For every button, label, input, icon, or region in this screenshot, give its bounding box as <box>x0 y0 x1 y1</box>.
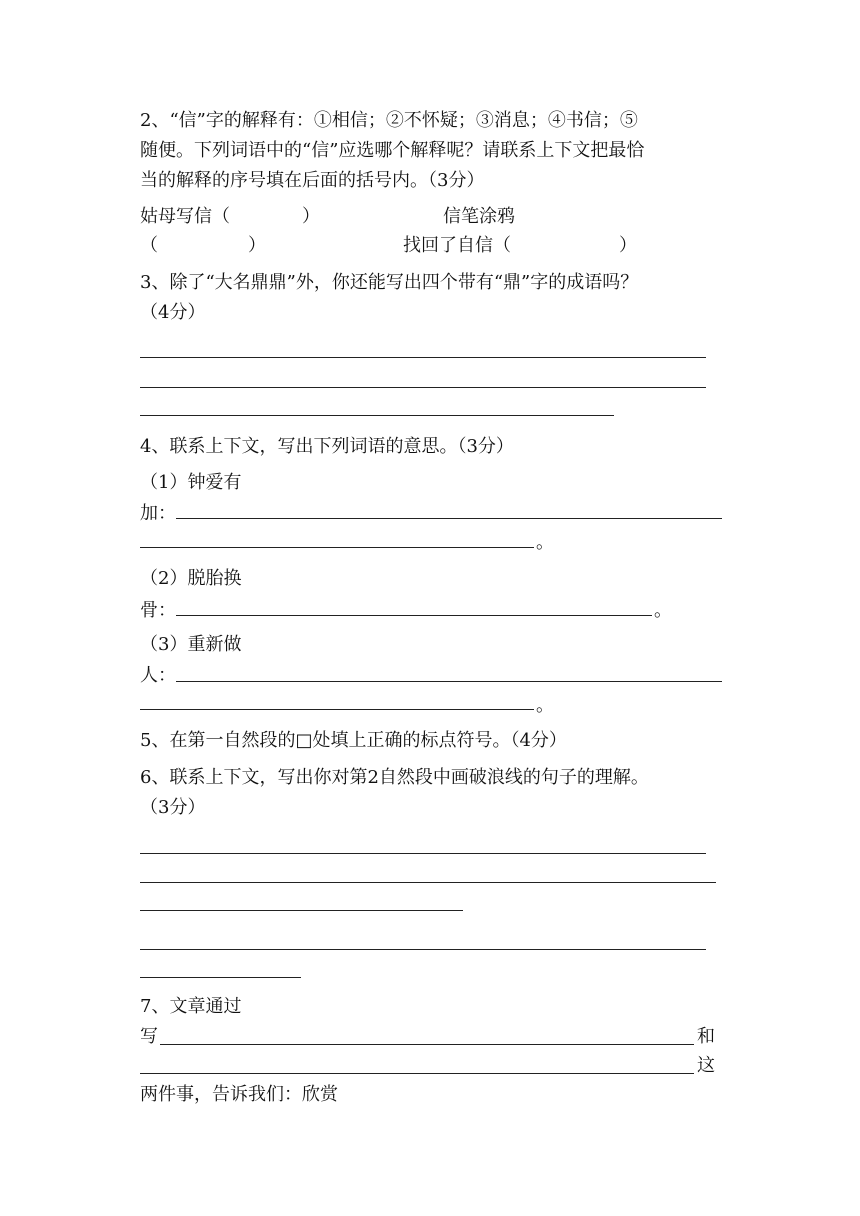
q4-sub1-tail: 加： <box>140 503 176 524</box>
q3-answer-line-1[interactable] <box>140 357 706 358</box>
q2-line-2: 随便。下列词语中的“信”应选哪个解释呢？请联系上下文把最恰 <box>140 140 645 161</box>
q7-line-1: 7、文章通过 <box>140 996 242 1017</box>
q4-sub2-tail: 骨： <box>140 600 176 621</box>
q2-item-confidence: 找回了自信（ ） <box>403 235 637 256</box>
q5-text: 5、在第一自然段的□处填上正确的标点符号。（4分） <box>140 730 567 751</box>
q4-sub3-tail: 人： <box>140 665 176 686</box>
q6-answer-line-1[interactable] <box>140 853 706 854</box>
q4-sub3-answer-line-2[interactable] <box>140 709 534 710</box>
q7-these-label: 这 <box>697 1055 715 1076</box>
q4-sub1-answer-line-1[interactable] <box>176 518 722 519</box>
q7-write-label: 写 <box>140 1026 158 1047</box>
q7-answer-line-2[interactable] <box>140 1073 694 1074</box>
q7-answer-line-1[interactable] <box>160 1044 694 1045</box>
q2-line-1: 2、“信”字的解释有：①相信；②不怀疑；③消息；④书信；⑤ <box>140 110 638 131</box>
q7-line-4: 两件事，告诉我们：欣赏 <box>140 1084 338 1105</box>
q4-sub2-period: 。 <box>654 600 672 621</box>
q2-item-doodle-paren: （ ） <box>140 235 266 256</box>
q2-item-aunt-letter: 姑母写信（ ） <box>140 206 320 227</box>
q6-answer-line-3[interactable] <box>140 910 463 911</box>
q6-answer-line-4[interactable] <box>140 949 706 950</box>
q2-line-3: 当的解释的序号填在后面的括号内。（3分） <box>140 170 485 191</box>
q3-line-2: （4分） <box>140 302 206 323</box>
q3-answer-line-3[interactable] <box>140 415 614 416</box>
q3-answer-line-2[interactable] <box>140 387 706 388</box>
q4-sub1-answer-line-2[interactable] <box>140 547 534 548</box>
q2-item-doodle: 信笔涂鸦 <box>443 206 515 227</box>
q4-sub1-period: 。 <box>536 532 554 553</box>
q4-sub1-label: （1）钟爱有 <box>140 472 242 493</box>
q7-and-label: 和 <box>697 1026 715 1047</box>
q4-sub2-label: （2）脱胎换 <box>140 568 242 589</box>
q4-sub3-period: 。 <box>536 695 554 716</box>
q3-line-1: 3、除了“大名鼎鼎”外，你还能写出四个带有“鼎”字的成语吗？ <box>140 272 639 293</box>
q4-sub2-answer-line[interactable] <box>176 615 652 616</box>
q6-line-2: （3分） <box>140 797 206 818</box>
q4-sub3-answer-line-1[interactable] <box>176 681 722 682</box>
q4-sub3-label: （3）重新做 <box>140 634 242 655</box>
q6-line-1: 6、联系上下文，写出你对第2自然段中画破浪线的句子的理解。 <box>140 767 649 788</box>
q4-title: 4、联系上下文，写出下列词语的意思。（3分） <box>140 436 514 457</box>
q6-answer-line-5[interactable] <box>140 977 301 978</box>
q6-answer-line-2[interactable] <box>140 882 716 883</box>
